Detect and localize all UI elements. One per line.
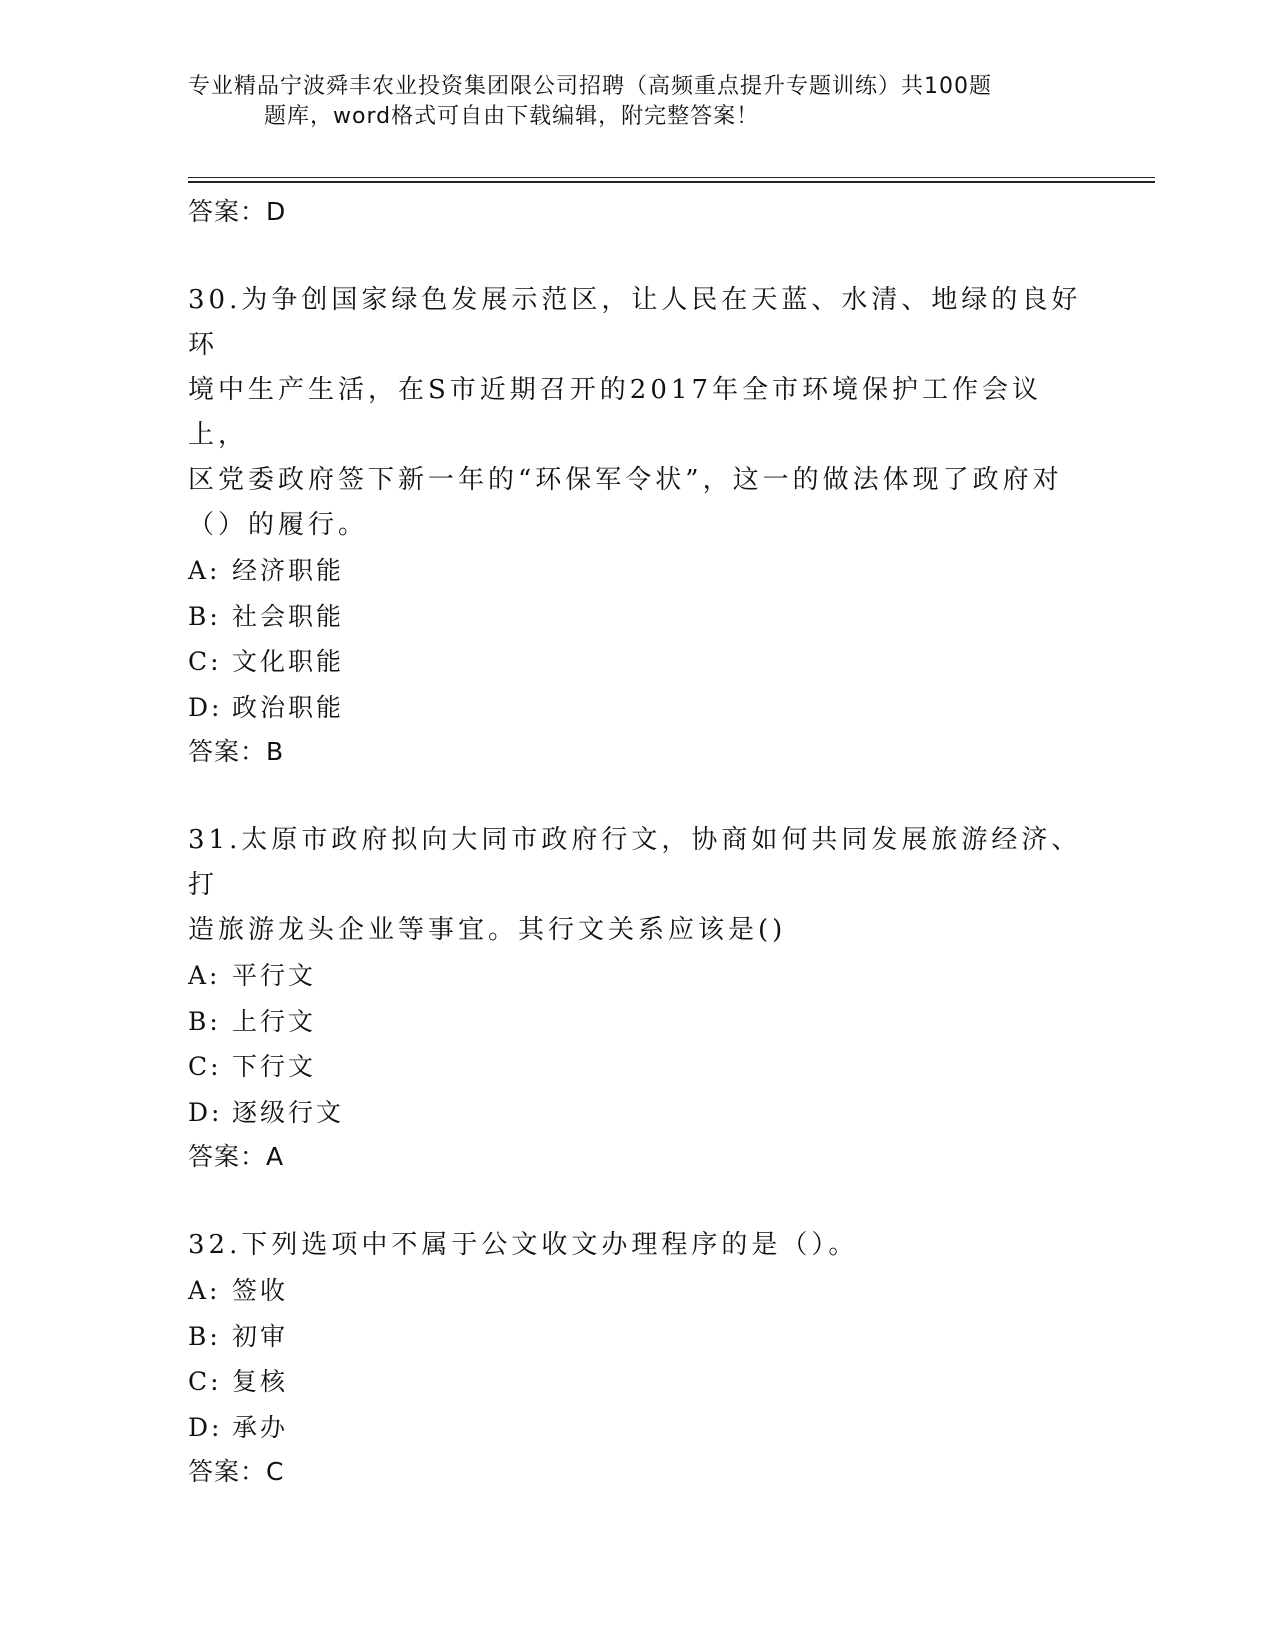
option-d [188, 685, 1088, 731]
option-key: B: [188, 1321, 221, 1351]
option-text: 初审 [232, 1321, 289, 1351]
option-key: A: [188, 556, 221, 585]
question-stem-line: 区党委政府签下新一年的“环保军令状”，这一的做法体现了政府对 [188, 465, 1063, 495]
option-text: 复核 [232, 1367, 289, 1396]
header-divider-thin [188, 177, 1155, 178]
option-text: 文化职能 [232, 647, 345, 676]
option-text: 社会职能 [232, 601, 345, 631]
document-header [188, 72, 1088, 132]
option-d [188, 1405, 1088, 1451]
document-body [188, 190, 1088, 1494]
answer-line: 答案：D [188, 197, 287, 226]
question-stem-line: 31.太原市政府拟向大同市政府行文，协商如何共同发展旅游经济、打 [188, 825, 1082, 900]
header-divider-thick [188, 181, 1155, 183]
option-c [188, 1044, 1088, 1090]
option-key: B: [188, 601, 221, 631]
option-key: D: [188, 1097, 223, 1127]
question-31 [188, 818, 1088, 1179]
option-key: C: [188, 647, 222, 676]
option-b [188, 594, 1088, 640]
option-key: A: [188, 1276, 221, 1305]
question-30 [188, 278, 1088, 774]
option-c [188, 639, 1088, 685]
option-c [188, 1359, 1088, 1405]
option-a [188, 548, 1088, 594]
question-stem-line: 30.为争创国家绿色发展示范区，让人民在天蓝、水清、地绿的良好环 [188, 285, 1082, 360]
option-b [188, 1314, 1088, 1360]
option-key: B: [188, 1006, 221, 1036]
answer-line: 答案：B [188, 737, 285, 766]
option-text: 逐级行文 [232, 1097, 345, 1127]
option-key: C: [188, 1052, 222, 1081]
header-title-line-1: 专业精品宁波舜丰农业投资集团限公司招聘（高频重点提升专题训练）共100题 [188, 74, 992, 99]
option-a [188, 953, 1088, 999]
option-a [188, 1268, 1088, 1314]
option-text: 平行文 [232, 961, 317, 990]
answer-line: 答案：A [188, 1142, 285, 1171]
option-text: 签收 [232, 1276, 289, 1305]
option-key: D: [188, 1412, 223, 1442]
answer-line: 答案：C [188, 1457, 285, 1486]
option-text: 经济职能 [232, 556, 345, 585]
option-text: 下行文 [232, 1052, 317, 1081]
option-text: 承办 [232, 1412, 289, 1442]
option-key: C: [188, 1367, 222, 1396]
question-stem-line: 造旅游龙头企业等事宜。其行文关系应该是() [188, 915, 787, 945]
question-stem-line: （）的履行。 [188, 510, 369, 540]
option-d [188, 1090, 1088, 1136]
question-stem-line: 32.下列选项中不属于公文收文办理程序的是（）。 [188, 1230, 859, 1260]
option-key: A: [188, 961, 221, 990]
question-32 [188, 1223, 1088, 1494]
option-text: 政治职能 [232, 692, 345, 722]
header-title-line-2: 题库，word格式可自由下载编辑，附完整答案！ [264, 104, 760, 129]
option-b [188, 999, 1088, 1045]
option-text: 上行文 [232, 1006, 317, 1036]
question-stem-line: 境中生产生活，在S市近期召开的2017年全市环境保护工作会议上， [188, 375, 1042, 450]
option-key: D: [188, 692, 223, 722]
